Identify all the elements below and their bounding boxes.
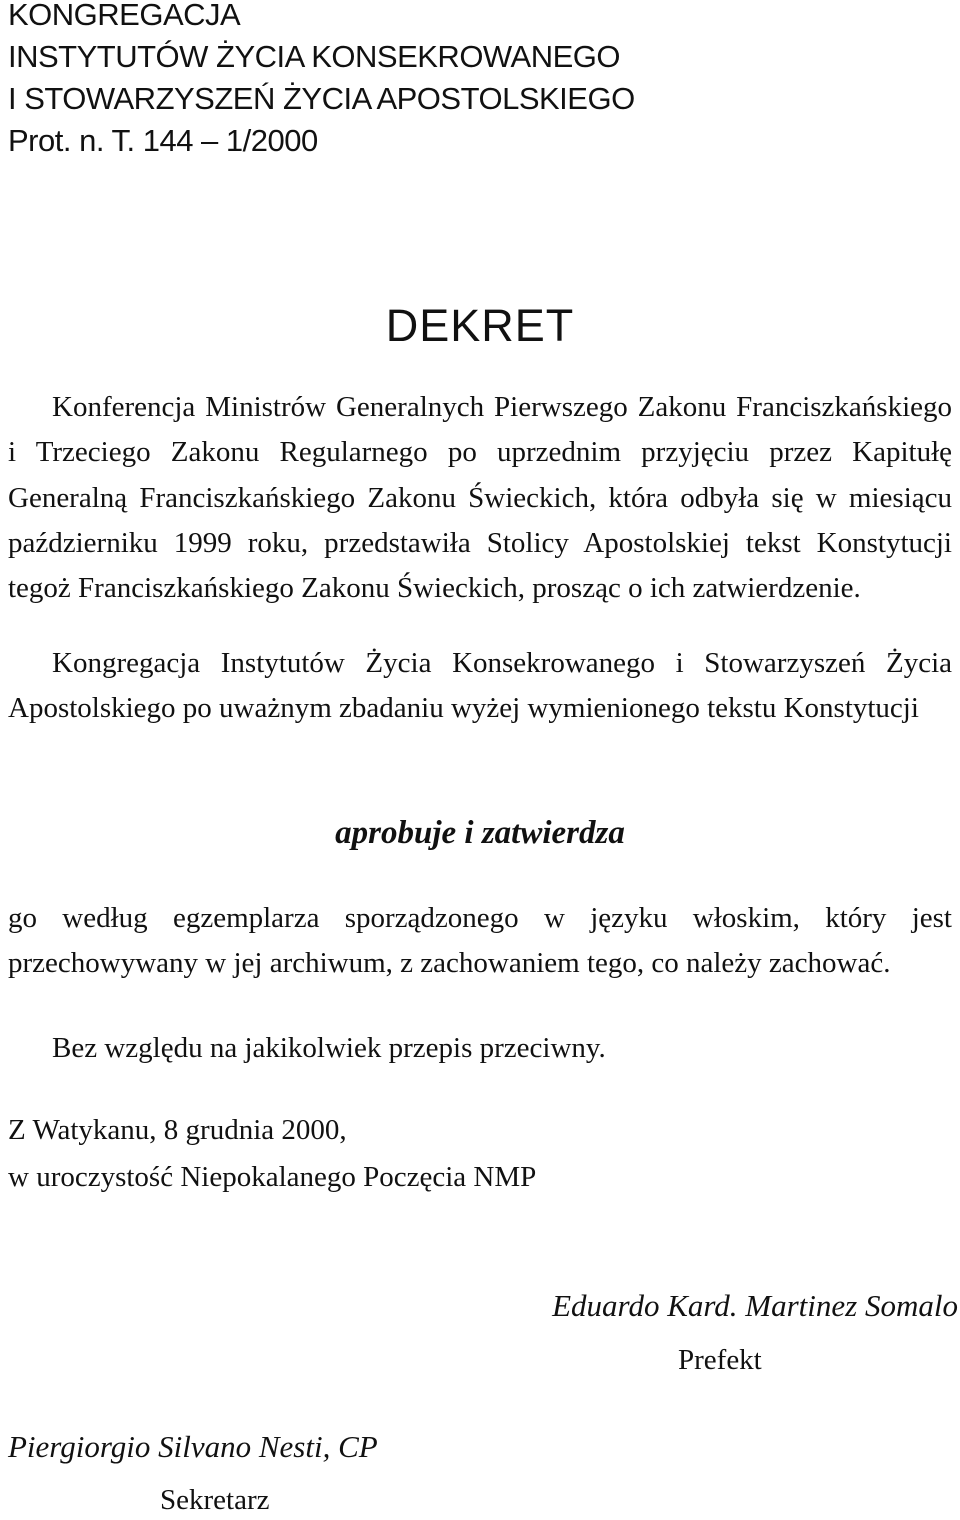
- document-header: [8, 0, 948, 162]
- secretary-title: Sekretarz: [160, 1484, 270, 1516]
- prefect-signature-name: Eduardo Kard. Martinez Somalo: [552, 1288, 958, 1323]
- approval-statement: aprobuje i zatwierdza: [335, 815, 625, 851]
- page-title: DEKRET: [385, 300, 575, 351]
- congregation-name-line-1: KONGREGACJA: [8, 0, 241, 32]
- place-date-line-2: w uroczystość Niepokalanego Poczęcia NMP: [8, 1161, 537, 1193]
- congregation-name-line-3: I STOWARZYSZEŃ ŻYCIA APOSTOLSKIEGO: [8, 81, 635, 116]
- paragraph-congregation-review: Kongregacja Instytutów Życia Konsekrowanego i Stowarzyszeń Życia Apostolskiego po uważnym zbadaniu wyżej wymienionego tekstu Konstytucji: [8, 647, 952, 725]
- protocol-number: Prot. n. T. 144 – 1/2000: [8, 123, 318, 158]
- place-and-date: [8, 1107, 908, 1201]
- paragraph-notwithstanding: Bez względu na jakikolwiek przepis przeciwny.: [52, 1032, 606, 1064]
- paragraph-italian-copy: go według egzemplarza sporządzonego w języku włoskim, który jest przechowywany w jej archiwum, z zachowaniem tego, co należy zachować.: [8, 902, 952, 980]
- paragraph-conference-request: Konferencja Ministrów Generalnych Pierwszego Zakonu Franciszkańskiego i Trzeciego Zakonu Regularnego po uprzednim przyjęciu przez Kapitułę Generalną Franciszkańskiego Zakonu Świeckich, która odbyła się w miesiącu październiku 1999 roku, przedstawiła Stolicy Apostolskiej tekst Konstytucji tegoż Franciszkańskiego Zakonu Świeckich, prosząc o ich zatwierdzenie.: [8, 391, 952, 605]
- place-date-line-1: Z Watykanu, 8 grudnia 2000,: [8, 1114, 347, 1146]
- congregation-name-line-2: INSTYTUTÓW ŻYCIA KONSEKROWANEGO: [8, 39, 621, 74]
- prefect-title: Prefekt: [678, 1344, 762, 1376]
- secretary-signature-name: Piergiorgio Silvano Nesti, CP: [8, 1429, 378, 1464]
